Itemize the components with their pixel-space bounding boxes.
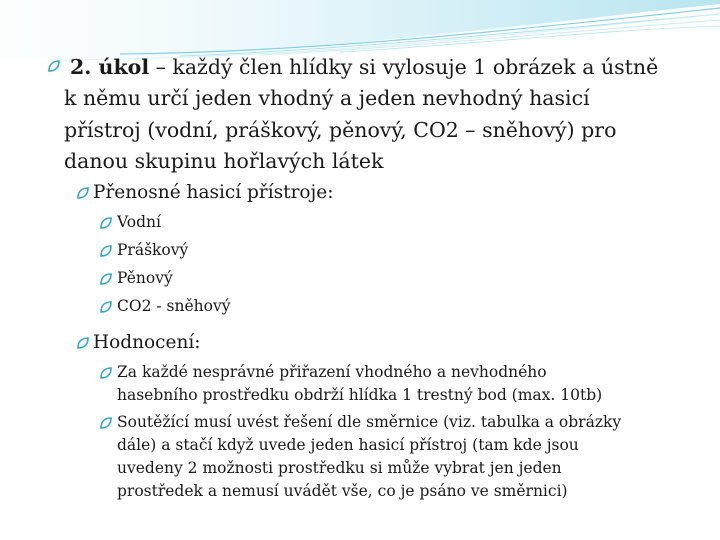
bullet-icon	[100, 217, 112, 229]
bullet-icon	[100, 273, 112, 285]
evaluation-rule-2-line-4: prostředek a nemusí uvádět vše, co je psáno ve směrnici)	[117, 482, 568, 500]
bullet-icon	[77, 337, 89, 349]
extinguisher-type-co2: CO2 - sněhový	[117, 297, 231, 315]
evaluation-rule-2-line-3: uvedeny 2 možnosti prostředku si může vybrat jen jeden	[117, 459, 562, 477]
extinguisher-type-water: Vodní	[117, 213, 161, 231]
bullet-icon	[100, 367, 112, 379]
evaluation-rule-1-line-2: hasebního prostředku obdrží hlídka 1 trestný bod (max. 10tb)	[117, 386, 603, 404]
evaluation-heading: Hodnocení:	[93, 332, 201, 353]
task-line-3: přístroj (vodní, práškový, pěnový, CO2 – sněhový) pro	[64, 118, 617, 142]
task-line-2: k němu určí jeden vhodný a jeden nevhodný hasicí	[64, 86, 590, 110]
extinguisher-type-foam: Pěnový	[117, 269, 173, 287]
bullet-icon	[48, 60, 60, 72]
extinguisher-type-powder: Práškový	[117, 241, 189, 259]
extinguishers-heading: Přenosné hasicí přístroje:	[93, 182, 334, 203]
bullet-icon	[100, 301, 112, 313]
evaluation-rule-2-line-2: dále) a stačí když uvede jeden hasicí přístroj (tam kde jsou	[117, 436, 579, 454]
evaluation-rule-1-line-1: Za každé nesprávné přiřazení vhodného a nevhodného	[117, 363, 547, 381]
evaluation-rule-2-line-1: Soutěžící musí uvést řešení dle směrnice (viz. tabulka a obrázky	[117, 413, 622, 431]
task-line-4: danou skupinu hořlavých látek	[64, 149, 384, 173]
bullet-icon	[77, 187, 89, 199]
bullet-icon	[100, 417, 112, 429]
task-line-1: 2. úkol – každý člen hlídky si vylosuje 1 obrázek a ústně	[70, 55, 659, 79]
bullet-icon	[100, 245, 112, 257]
